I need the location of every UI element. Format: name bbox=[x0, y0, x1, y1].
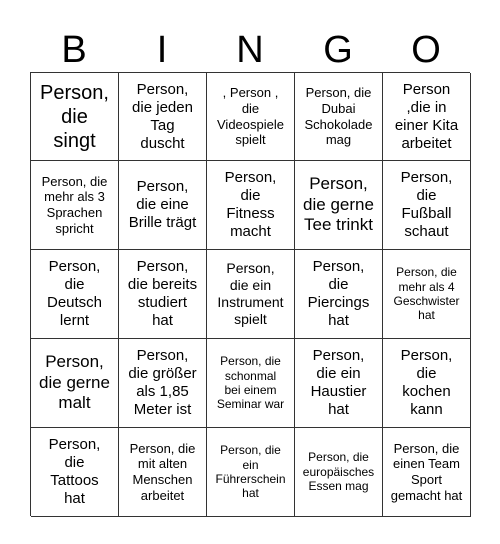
bingo-cell-r4c5[interactable] bbox=[383, 339, 471, 428]
bingo-cell-r1c3[interactable] bbox=[207, 73, 295, 161]
bingo-cell-r5c1[interactable] bbox=[31, 428, 119, 517]
bingo-cell-r1c5[interactable] bbox=[383, 73, 471, 161]
bingo-cell-r1c1[interactable] bbox=[31, 73, 119, 161]
bingo-cell-r2c3[interactable] bbox=[207, 161, 295, 250]
bingo-cell-text: Person, die singt bbox=[40, 81, 109, 152]
bingo-cell-r2c5[interactable] bbox=[383, 161, 471, 250]
header-letter-o: O bbox=[411, 29, 441, 71]
bingo-cell-text: Person, die ein Haustier hat bbox=[310, 347, 367, 418]
bingo-cell-text: Person, die eine Brille trägt bbox=[128, 178, 197, 231]
header-letter-i: I bbox=[156, 29, 168, 71]
bingo-cell-text: Person, die gerne Tee trinkt bbox=[303, 174, 374, 235]
bingo-cell-r5c2[interactable] bbox=[119, 428, 207, 517]
bingo-cell-text: Person, die bereits studiert hat bbox=[127, 258, 198, 329]
bingo-cell-text: Person, die Piercings hat bbox=[307, 258, 370, 329]
header-letter-g: G bbox=[323, 29, 353, 71]
bingo-cell-r4c4[interactable] bbox=[295, 339, 383, 428]
bingo-cell-r2c2[interactable] bbox=[119, 161, 207, 250]
bingo-cell-text: Person ,die in einer Kita arbeitet bbox=[394, 80, 459, 152]
bingo-cell-text: Person, die größer als 1,85 Meter ist bbox=[128, 347, 197, 418]
bingo-cell-r3c5[interactable] bbox=[383, 250, 471, 339]
bingo-cell-r1c4[interactable] bbox=[295, 73, 383, 161]
bingo-cell-r4c2[interactable] bbox=[119, 339, 207, 428]
bingo-cell-text: Person, die mehr als 3 Sprachen spricht bbox=[41, 173, 108, 236]
bingo-cell-text: Person, die europäisches Essen mag bbox=[302, 450, 375, 494]
bingo-cell-r3c2[interactable] bbox=[119, 250, 207, 339]
bingo-cell-text: Person, die ein Führerschein hat bbox=[215, 443, 286, 501]
bingo-cell-r3c3[interactable] bbox=[207, 250, 295, 339]
bingo-cell-r5c4[interactable] bbox=[295, 428, 383, 517]
bingo-cell-text: , Person , die Videospiele spielt bbox=[217, 85, 284, 148]
bingo-cell-text: Person, die ein Instrument spielt bbox=[217, 260, 284, 327]
bingo-cell-r1c2[interactable] bbox=[119, 73, 207, 161]
bingo-cell-r4c1[interactable] bbox=[31, 339, 119, 428]
bingo-cell-r4c3[interactable] bbox=[207, 339, 295, 428]
bingo-cell-text: Person, die einen Team Sport gemacht hat bbox=[390, 440, 463, 503]
bingo-header bbox=[30, 28, 470, 72]
bingo-cell-text: Person, die gerne malt bbox=[39, 352, 110, 413]
bingo-cell-r5c3[interactable] bbox=[207, 428, 295, 517]
bingo-cell-text: Person, die jeden Tag duscht bbox=[132, 80, 193, 152]
bingo-grid bbox=[30, 72, 470, 516]
bingo-cell-text: Person, die Tattoos hat bbox=[48, 436, 101, 507]
bingo-cell-r3c4[interactable] bbox=[295, 250, 383, 339]
bingo-cell-text: Person, die kochen kann bbox=[400, 347, 453, 418]
bingo-cell-text: Person, die Deutsch lernt bbox=[46, 258, 103, 329]
bingo-cell-text: Person, die mehr als 4 Geschwister hat bbox=[393, 265, 460, 323]
bingo-cell-r5c5[interactable] bbox=[383, 428, 471, 517]
bingo-cell-text: Person, die Dubai Schokolade mag bbox=[304, 85, 373, 148]
header-letter-n: N bbox=[236, 29, 264, 71]
bingo-cell-text: Person, die Fitness macht bbox=[224, 169, 277, 240]
bingo-cell-r2c1[interactable] bbox=[31, 161, 119, 250]
header-letter-b: B bbox=[61, 29, 87, 71]
bingo-cell-text: Person, die Fußball schaut bbox=[400, 169, 453, 240]
bingo-cell-r3c1[interactable] bbox=[31, 250, 119, 339]
bingo-cell-text: Person, die schonmal bei einem Seminar war bbox=[216, 354, 285, 412]
bingo-cell-text: Person, die mit alten Menschen arbeitet bbox=[129, 440, 196, 503]
bingo-cell-r2c4[interactable] bbox=[295, 161, 383, 250]
